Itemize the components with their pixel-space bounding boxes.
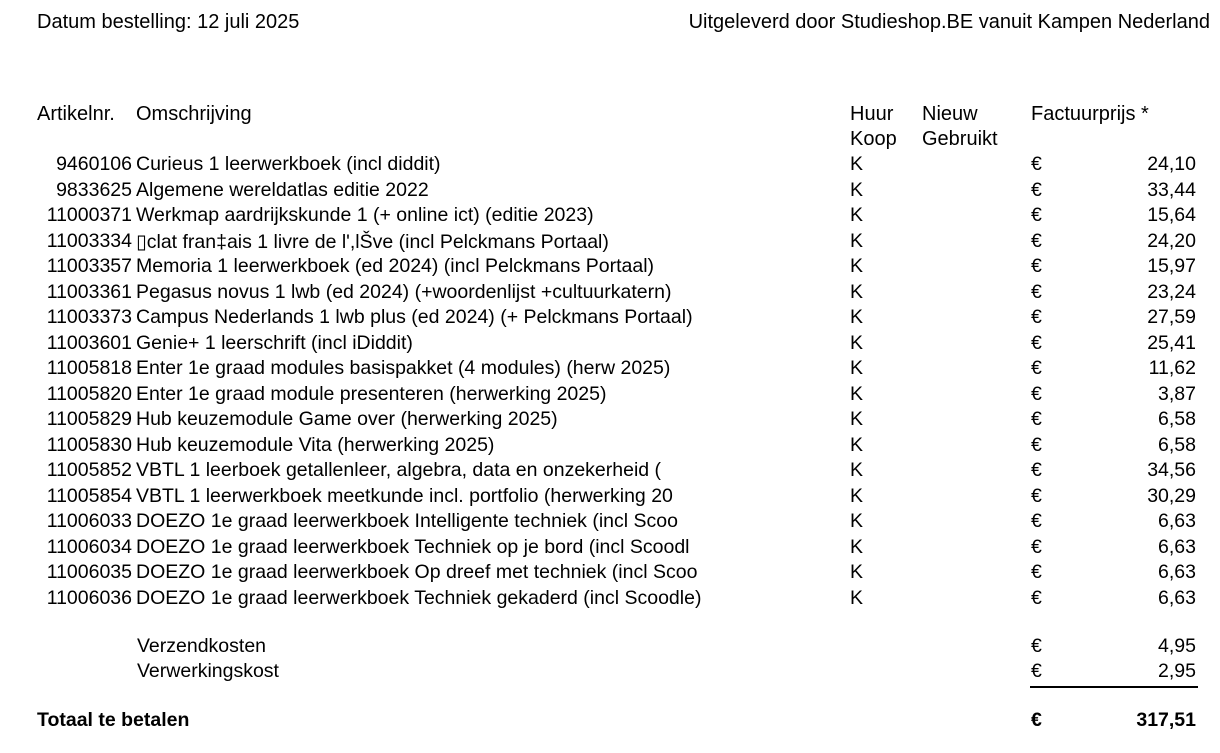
table-row <box>0 434 1220 460</box>
article-number: 9833625 <box>56 178 132 201</box>
rent-buy-flag: K <box>850 586 864 609</box>
table-row <box>0 357 1220 383</box>
item-description: ▯clat fran‡ais 1 livre de l',lŠve (incl Pelckmans Portaal) <box>136 230 609 253</box>
currency-symbol: € <box>1031 459 1042 481</box>
cost-amount: 2,95 <box>1158 660 1196 682</box>
item-description: Hub keuzemodule Vita (herwerking 2025) <box>136 433 495 456</box>
table-row <box>0 408 1220 434</box>
currency-symbol: € <box>1031 433 1042 456</box>
item-description: VBTL 1 leerboek getallenleer, algebra, data en onzekerheid ( <box>136 459 662 481</box>
currency-symbol: € <box>1031 178 1042 201</box>
item-description: Memoria 1 leerwerkboek (ed 2024) (incl Pelckmans Portaal) <box>136 255 655 277</box>
currency-symbol: € <box>1031 306 1042 328</box>
currency-symbol: € <box>1031 204 1042 226</box>
col-header-artikelnr: Artikelnr. <box>37 103 115 125</box>
cost-label: Verwerkingskost <box>137 660 279 682</box>
rent-buy-flag: K <box>850 357 864 379</box>
rent-buy-flag: K <box>850 382 864 405</box>
article-number: 11005829 <box>46 408 132 430</box>
rent-buy-flag: K <box>850 280 864 303</box>
item-description: Enter 1e graad module presenteren (herwerking 2025) <box>136 382 607 405</box>
item-description: DOEZO 1e graad leerwerkboek Intelligente techniek (incl Scoo <box>136 510 678 532</box>
item-description: Curieus 1 leerwerkboek (incl diddit) <box>136 153 441 175</box>
total-divider <box>1030 686 1198 688</box>
table-row <box>0 255 1220 281</box>
item-description: Werkmap aardrijkskunde 1 (+ online ict) (editie 2023) <box>136 204 594 226</box>
article-number: 11003334 <box>46 229 132 252</box>
table-row <box>0 383 1220 409</box>
total-label: Totaal te betalen <box>37 709 190 731</box>
cost-row-shipping <box>0 635 1220 661</box>
currency-symbol: € <box>1031 153 1042 175</box>
item-price: 24,20 <box>1147 229 1196 252</box>
item-description: Enter 1e graad modules basispakket (4 modules) (herw 2025) <box>136 357 671 379</box>
rent-buy-flag: K <box>850 178 864 201</box>
cost-amount: 4,95 <box>1158 635 1196 657</box>
rent-buy-flag: K <box>850 331 864 354</box>
item-description: Hub keuzemodule Game over (herwerking 2025) <box>136 408 558 430</box>
col-header-nieuw: Nieuw <box>922 103 978 125</box>
table-row <box>0 153 1220 179</box>
table-row <box>0 204 1220 230</box>
item-price: 34,56 <box>1147 459 1196 481</box>
article-number: 11003373 <box>46 306 132 328</box>
currency-symbol: € <box>1031 561 1042 583</box>
item-price: 6,63 <box>1158 586 1196 609</box>
currency-symbol: € <box>1031 280 1042 303</box>
currency-symbol: € <box>1031 510 1042 532</box>
col-header-gebruikt: Gebruikt <box>922 128 998 150</box>
item-price: 3,87 <box>1158 382 1196 405</box>
currency-symbol: € <box>1031 586 1042 609</box>
item-description: Genie+ 1 leerschrift (incl iDiddit) <box>136 331 413 354</box>
article-number: 11006036 <box>46 586 132 609</box>
rent-buy-flag: K <box>850 433 864 456</box>
table-row <box>0 485 1220 511</box>
table-row <box>0 179 1220 205</box>
item-price: 6,63 <box>1158 535 1196 558</box>
table-row <box>0 306 1220 332</box>
table-row <box>0 459 1220 485</box>
currency-symbol: € <box>1031 408 1042 430</box>
article-number: 11005852 <box>46 459 132 481</box>
item-description: Pegasus novus 1 lwb (ed 2024) (+woordenlijst +cultuurkatern) <box>136 280 672 303</box>
rent-buy-flag: K <box>850 306 864 328</box>
rent-buy-flag: K <box>850 408 864 430</box>
article-number: 11005830 <box>46 433 132 456</box>
item-price: 6,58 <box>1158 408 1196 430</box>
table-row <box>0 536 1220 562</box>
item-description: Campus Nederlands 1 lwb plus (ed 2024) (+ Pelckmans Portaal) <box>136 306 693 328</box>
item-price: 24,10 <box>1147 153 1196 175</box>
table-row <box>0 587 1220 613</box>
rent-buy-flag: K <box>850 510 864 532</box>
item-description: DOEZO 1e graad leerwerkboek Op dreef met techniek (incl Scoo <box>136 561 698 583</box>
currency-symbol: € <box>1031 382 1042 405</box>
item-price: 23,24 <box>1147 280 1196 303</box>
item-price: 15,64 <box>1147 204 1196 226</box>
cost-label: Verzendkosten <box>137 635 267 657</box>
item-price: 33,44 <box>1147 178 1196 201</box>
item-price: 6,63 <box>1158 561 1196 583</box>
article-number: 11003361 <box>46 280 132 303</box>
table-row <box>0 281 1220 307</box>
table-row <box>0 510 1220 536</box>
col-header-huur: Huur <box>850 103 894 125</box>
col-header-factuurprijs: Factuurprijs * <box>1031 103 1149 125</box>
currency-symbol: € <box>1031 635 1042 657</box>
article-number: 11005854 <box>46 484 132 507</box>
order-date: Datum bestelling: 12 juli 2025 <box>37 11 300 33</box>
item-price: 15,97 <box>1147 255 1196 277</box>
total-amount: 317,51 <box>1136 709 1196 731</box>
article-number: 11005818 <box>46 357 132 379</box>
rent-buy-flag: K <box>850 484 864 507</box>
article-number: 11006035 <box>46 561 132 583</box>
currency-symbol: € <box>1031 255 1042 277</box>
rent-buy-flag: K <box>850 229 864 252</box>
item-price: 6,63 <box>1158 510 1196 532</box>
currency-symbol: € <box>1031 357 1042 379</box>
table-row <box>0 561 1220 587</box>
article-number: 11000371 <box>46 204 132 226</box>
item-price: 27,59 <box>1147 306 1196 328</box>
total-row <box>0 709 1220 735</box>
currency-symbol: € <box>1031 535 1042 558</box>
article-number: 11006033 <box>46 510 132 532</box>
cost-row-processing <box>0 660 1220 686</box>
rent-buy-flag: K <box>850 535 864 558</box>
item-price: 11,62 <box>1148 357 1196 379</box>
currency-symbol: € <box>1031 660 1042 682</box>
col-header-omschrijving: Omschrijving <box>136 103 252 125</box>
article-number: 9460106 <box>56 153 132 175</box>
supplier-info: Uitgeleverd door Studieshop.BE vanuit Kampen Nederland <box>688 11 1210 33</box>
article-number: 11005820 <box>46 382 132 405</box>
table-row <box>0 230 1220 256</box>
item-price: 6,58 <box>1158 433 1196 456</box>
currency-symbol: € <box>1031 229 1042 252</box>
rent-buy-flag: K <box>850 255 864 277</box>
item-price: 25,41 <box>1147 331 1196 354</box>
currency-symbol: € <box>1031 484 1042 507</box>
article-number: 11003601 <box>46 331 132 354</box>
col-header-koop: Koop <box>850 128 897 150</box>
currency-symbol: € <box>1031 331 1042 354</box>
article-number: 11006034 <box>46 535 132 558</box>
rent-buy-flag: K <box>850 561 864 583</box>
rent-buy-flag: K <box>850 153 864 175</box>
item-price: 30,29 <box>1147 484 1196 507</box>
currency-symbol: € <box>1031 709 1042 731</box>
item-description: DOEZO 1e graad leerwerkboek Techniek gekaderd (incl Scoodle) <box>136 586 702 609</box>
item-description: DOEZO 1e graad leerwerkboek Techniek op je bord (incl Scoodl <box>136 535 690 558</box>
item-description: Algemene wereldatlas editie 2022 <box>136 178 429 201</box>
article-number: 11003357 <box>46 255 132 277</box>
rent-buy-flag: K <box>850 459 864 481</box>
rent-buy-flag: K <box>850 204 864 226</box>
table-row <box>0 332 1220 358</box>
item-description: VBTL 1 leerwerkboek meetkunde incl. portfolio (herwerking 20 <box>136 484 673 507</box>
